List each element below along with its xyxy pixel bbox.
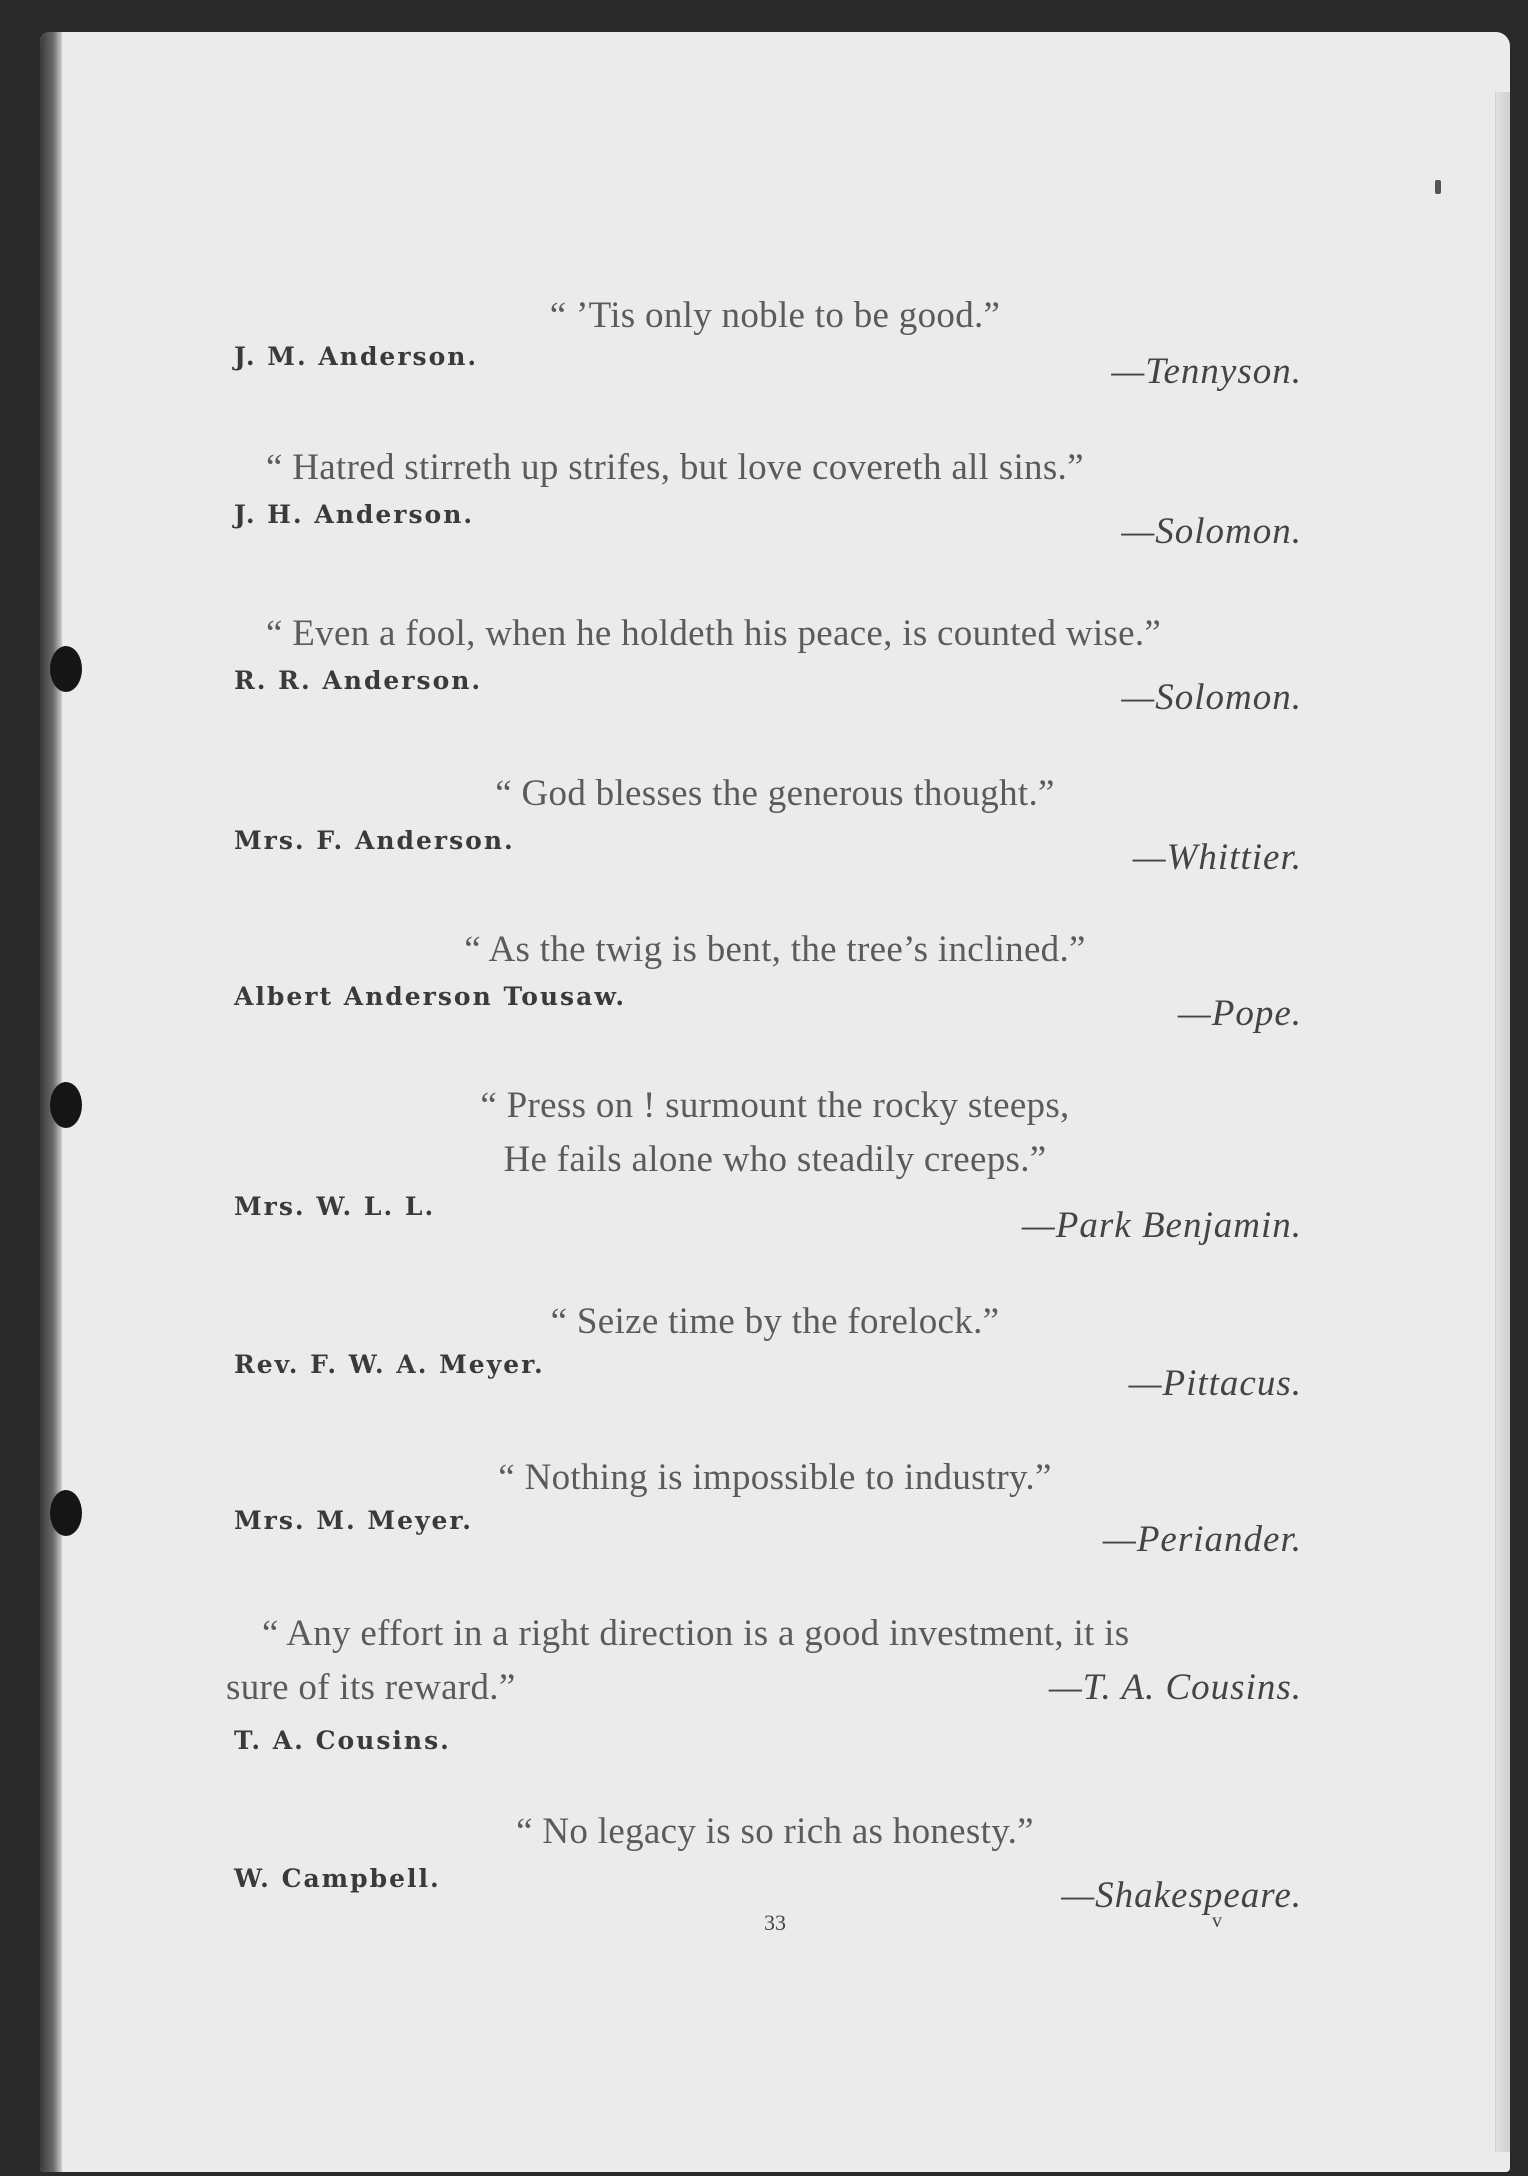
quote-text: “ ’Tis only noble to be good.”: [549, 295, 1001, 336]
quote-author: —Park Benjamin.: [1021, 1205, 1302, 1246]
quote-text: “ Any effort in a right direction is a good investment, it is: [262, 1613, 1130, 1654]
quote-author: —Solomon.: [1121, 511, 1302, 552]
quote-author: —Shakespeare.: [1061, 1875, 1302, 1916]
contributor-name: J. M. Anderson.: [234, 342, 479, 371]
signature-mark: v: [1212, 1910, 1222, 1932]
contributor-name: Mrs. F. Anderson.: [234, 826, 515, 855]
quote-text: “ Hatred stirreth up strifes, but love covereth all sins.”: [266, 447, 1084, 488]
quote-author: —Periander.: [1102, 1519, 1302, 1560]
quote-author: —Pittacus.: [1128, 1363, 1302, 1404]
page-number: 33: [764, 1910, 786, 1935]
contributor-name: W. Campbell.: [234, 1864, 441, 1893]
binding-hole: [50, 646, 82, 692]
quote-text: sure of its reward.”: [226, 1667, 516, 1708]
contributor-name: Rev. F. W. A. Meyer.: [234, 1350, 545, 1379]
page: [40, 32, 1510, 2172]
quote-text: “ Seize time by the forelock.”: [550, 1301, 1000, 1342]
quote-author: —Whittier.: [1132, 837, 1302, 878]
quote-author: —Tennyson.: [1111, 351, 1302, 392]
contributor-name: Mrs. W. L. L.: [234, 1192, 436, 1221]
contributor-name: Albert Anderson Tousaw.: [234, 982, 627, 1011]
contributor-name: J. H. Anderson.: [234, 500, 475, 529]
quote-author: —Pope.: [1177, 993, 1302, 1034]
quote-author: —Solomon.: [1121, 677, 1302, 718]
quote-text: “ Even a fool, when he holdeth his peace, is counted wise.”: [266, 613, 1162, 654]
quote-text: “ God blesses the generous thought.”: [495, 773, 1055, 814]
quote-author: —T. A. Cousins.: [1048, 1667, 1302, 1708]
contributor-name: Mrs. M. Meyer.: [234, 1506, 473, 1535]
quote-text: “ Press on ! surmount the rocky steeps,: [480, 1085, 1070, 1126]
quote-text: He fails alone who steadily creeps.”: [503, 1139, 1047, 1180]
quote-text: “ Nothing is impossible to industry.”: [498, 1457, 1052, 1498]
quote-text: “ No legacy is so rich as honesty.”: [516, 1811, 1034, 1852]
ink-speck: [1435, 180, 1441, 194]
contributor-name: T. A. Cousins.: [234, 1726, 451, 1755]
quote-text: “ As the twig is bent, the tree’s inclined.”: [464, 929, 1086, 970]
contributor-name: R. R. Anderson.: [234, 666, 483, 695]
